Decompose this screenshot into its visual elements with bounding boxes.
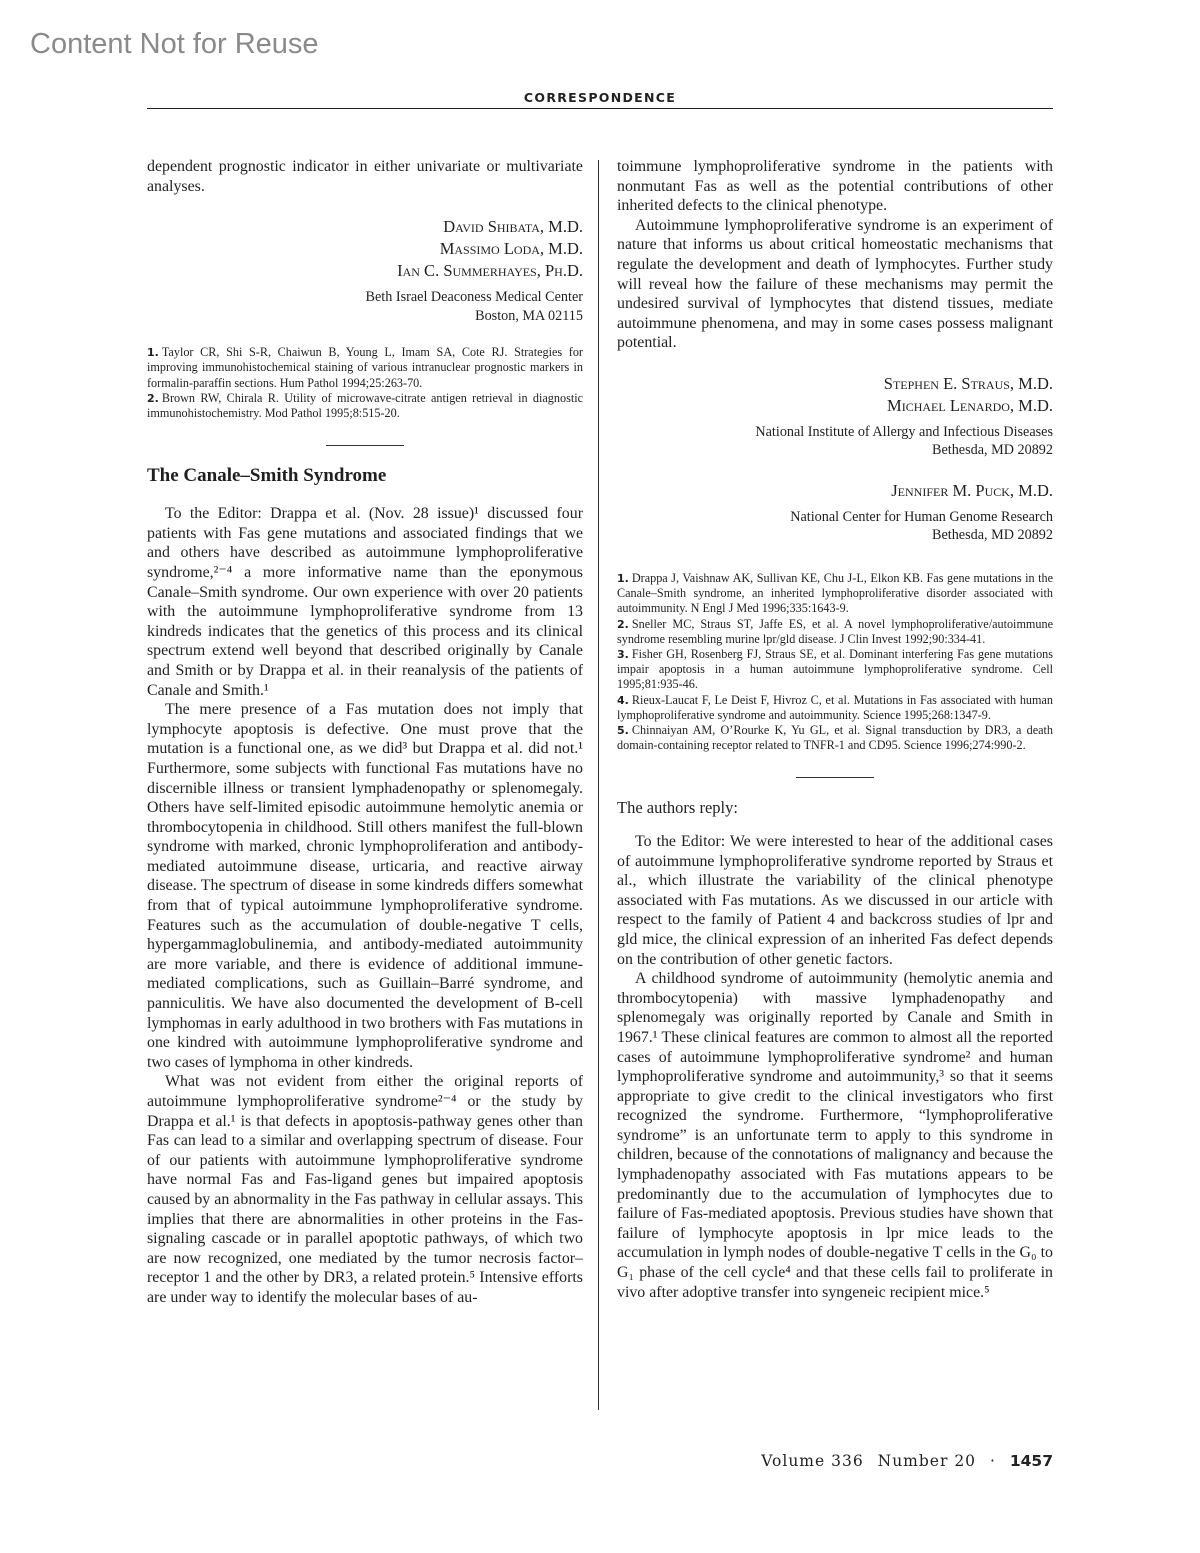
footer-separator: · bbox=[989, 1452, 996, 1470]
author-name: Jennifer M. Puck, M.D. bbox=[891, 480, 1053, 500]
affiliation-location: Boston, MA 02115 bbox=[475, 307, 583, 324]
reference-item bbox=[617, 723, 1053, 753]
affiliation-location: Bethesda, MD 20892 bbox=[932, 527, 1053, 544]
reference-number: 3. bbox=[617, 647, 629, 661]
reference-list-2 bbox=[617, 571, 1053, 753]
reference-text: Rieux-Laucat F, Le Deist F, Hivroz C, et al. Mutations in Fas associated with human lymphoproliferative syndrome and autoimmunity. Science 1995;268:1347-9. bbox=[617, 692, 1053, 722]
reference-text: Sneller MC, Straus ST, Jaffe ES, et al. A novel lymphoproliferative/autoimmune syndrome resembling murine lpr/gld disease. J Clin Invest 1992;90:334-41. bbox=[617, 616, 1053, 646]
reference-text: Brown RW, Chirala R. Utility of microwave-citrate antigen retrieval in diagnostic immunohistochemistry. Mod Pathol 1995;8:515-20. bbox=[147, 390, 583, 420]
affiliation: National Center for Human Genome Research bbox=[790, 508, 1053, 525]
header-rule bbox=[147, 108, 1053, 109]
affiliation: Beth Israel Deaconess Medical Center bbox=[365, 289, 583, 306]
author-name: David Shibata, M.D. bbox=[443, 217, 583, 237]
section-separator bbox=[796, 777, 874, 778]
issue-number: Number 20 bbox=[877, 1452, 977, 1470]
body-paragraph: To the Editor: Drappa et al. (Nov. 28 issue)¹ discussed four patients with Fas gene mutations and associated findings that we and others have described as autoimmune lymphoproliferative syndrome,²⁻⁴ a more informative name than the eponymous Canale–Smith syndrome. Our own experience with over 20 patients with the autoimmune lymphoproliferative syndrome from 13 kindreds indicates that the genetics of this process and its clinical spectrum extend well beyond that described originally by Canale and Smith or by Drappa et al. in their reanalysis of the patients of Canale and Smith.¹ bbox=[147, 505, 583, 699]
signature-block-1 bbox=[147, 216, 583, 325]
reference-text: Taylor CR, Shi S-R, Chaiwun B, Young L, Imam SA, Cote RJ. Strategies for improving immunohistochemical staining of various intranuclear prognostic markers in formalin-paraffin sections. Hum Pathol 1994;25:263-70. bbox=[147, 345, 583, 390]
reference-text: Chinnaiyan AM, O’Rourke K, Yu GL, et al. Signal transduction by DR3, a death domain-containing receptor related to TNFR-1 and CD95. Science 1996;274:990-2. bbox=[617, 722, 1053, 753]
reference-item bbox=[147, 391, 583, 421]
body-paragraph: toimmune lymphoproliferative syndrome in the patients with nonmutant Fas as well as the potential contributions of other inherited defects to the clinical phenotype. bbox=[617, 158, 1053, 215]
reference-item bbox=[617, 647, 1053, 693]
body-paragraph: The mere presence of a Fas mutation does not imply that lymphocyte apoptosis is defective. One must prove that the mutation is a functional one, as we did³ but Drappa et al. did not.¹ Furthermore, some subjects with functional Fas mutations have no discernible illness or transient lymphadenopathy or splenomegaly. Others have self-limited episodic autoimmune hemolytic anemia or thrombocytopenia in childhood. Still others manifest the full-blown syndrome with marked, chronic lymphoproliferation and antibody-mediated autoimmune disease, urticaria, and reactive airway disease. The spectrum of disease in some kindreds differs somewhat from that of typical autoimmune lymphoproliferative syndrome. Features such as the accumulation of double-negative T cells, hypergammaglobulinemia, and antibody-mediated autoimmunity are more variable, and there is evidence of additional immune-mediated complications, such as Guillain–Barré syndrome, and panniculitis. We have also documented the development of B-cell lymphomas in early adulthood in two brothers with Fas mutations in one kindred with autoimmune lymphoproliferative syndrome and two cases of lymphoma in other kindreds. bbox=[147, 701, 583, 1071]
reference-item bbox=[617, 571, 1053, 617]
affiliation-location: Bethesda, MD 20892 bbox=[932, 442, 1053, 459]
reference-item bbox=[617, 617, 1053, 647]
reference-item bbox=[617, 693, 1053, 723]
signature-block-3 bbox=[617, 480, 1053, 545]
body-paragraph: What was not evident from either the original reports of autoimmune lymphoproliferative syndrome²⁻⁴ or the study by Drappa et al.¹ is that defects in apoptosis-pathway genes other than Fas can lead to a similar and overlapping spectrum of disease. Four of our patients with autoimmune lymphoproliferative syndrome have normal Fas and Fas-ligand genes but impaired apoptosis caused by an abnormality in the Fas pathway in cellular assays. This implies that there are abnormalities in other proteins in the Fas-signaling cascade or in parallel apoptotic pathways, of which two are now recognized, one mediated by the tumor necrosis factor–receptor 1 and the other by DR3, a related protein.⁵ Intensive efforts are under way to identify the molecular bases of au- bbox=[147, 1073, 583, 1306]
reference-number: 2. bbox=[147, 391, 159, 405]
author-name: Ian C. Summerhayes, Ph.D. bbox=[397, 261, 583, 281]
page-footer bbox=[600, 1452, 1053, 1470]
signature-block-2 bbox=[617, 373, 1053, 460]
reference-list-1 bbox=[147, 345, 583, 421]
body-paragraph: Autoimmune lymphoproliferative syndrome is an experiment of nature that informs us about critical homeostatic mechanisms that regulate the development and death of lymphocytes. Further study will reveal how the failure of these mechanisms may permit the undesired survival of lymphocytes that distend tissues, mediate autoimmune phenomena, and may in some cases possess malignant potential. bbox=[617, 216, 1053, 352]
affiliation: National Institute of Allergy and Infectious Diseases bbox=[755, 423, 1053, 440]
author-name: Michael Lenardo, M.D. bbox=[887, 395, 1053, 415]
reference-number: 4. bbox=[617, 693, 629, 707]
watermark: Content Not for Reuse bbox=[30, 28, 319, 60]
page-number: 1457 bbox=[1009, 1452, 1053, 1470]
reference-item bbox=[147, 345, 583, 391]
author-name: Stephen E. Straus, M.D. bbox=[883, 373, 1053, 393]
reference-text: Drappa J, Vaishnaw AK, Sullivan KE, Chu J-L, Elkon KB. Fas gene mutations in the Canale–Smith syndrome, an inherited lymphoproliferative disorder associated with autoimmunity. N Engl J Med 1996;335:1643-9. bbox=[617, 570, 1053, 616]
reference-number: 2. bbox=[617, 617, 629, 631]
reference-number: 1. bbox=[617, 571, 629, 585]
running-header: CORRESPONDENCE bbox=[523, 90, 677, 105]
section-title: The Canale–Smith Syndrome bbox=[147, 465, 387, 487]
body-paragraph: A childhood syndrome of autoimmunity (hemolytic anemia and thrombocytopenia) with massive lymphadenopathy and splenomegaly was originally reported by Canale and Smith in 1967.¹ These clinical features are common to almost all the reported cases of autoimmune lymphoproliferative syndrome² and human lymphoproliferative syndrome and autoimmunity,³ so that it seems appropriate to give credit to the clinical investigators who first recognized the syndrome. Furthermore, “lymphoproliferative syndrome” is an unfortunate term to apply to this syndrome in children, because of the connotations of malignancy and because the lymphadenopathy associated with Fas mutations appears to be predominantly due to the accumulation of lymphocytes due to failure of Fas-mediated apoptosis. Previous studies have shown that failure of lymphocyte apoptosis in lpr mice leads to the accumulation in lymph nodes of double-negative T cells in the G₀ to G₁ phase of the cell cycle⁴ and that these cells fail to proliferate in vivo after adoptive transfer into syngeneic recipient mice.⁵ bbox=[617, 970, 1053, 1301]
body-paragraph: To the Editor: We were interested to hear of the additional cases of autoimmune lymphoproliferative syndrome reported by Straus et al., which illustrate the variability of the clinical phenotype associated with Fas mutations. As we discussed in our article with respect to the family of Patient 4 and backcross studies of lpr and gld mice, the clinical expression of an inherited Fas defect depends on the contribution of other genetic factors. bbox=[617, 832, 1053, 968]
reference-number: 1. bbox=[147, 346, 159, 360]
volume-label: Volume 336 bbox=[761, 1452, 864, 1470]
continued-paragraph: dependent prognostic indicator in either univariate or multivariate analyses. bbox=[147, 158, 583, 195]
reference-text: Fisher GH, Rosenberg FJ, Straus SE, et al. Dominant interfering Fas gene mutations impair apoptosis in a human autoimmune lymphoproliferative syndrome. Cell 1995;81:935-46. bbox=[617, 646, 1053, 692]
reference-number: 5. bbox=[617, 723, 629, 737]
author-name: Massimo Loda, M.D. bbox=[439, 239, 583, 259]
section-separator bbox=[326, 445, 404, 446]
right-column bbox=[617, 157, 1053, 1302]
reply-intro: The authors reply: bbox=[617, 798, 738, 818]
left-column bbox=[147, 157, 583, 1308]
column-divider bbox=[598, 160, 599, 1410]
